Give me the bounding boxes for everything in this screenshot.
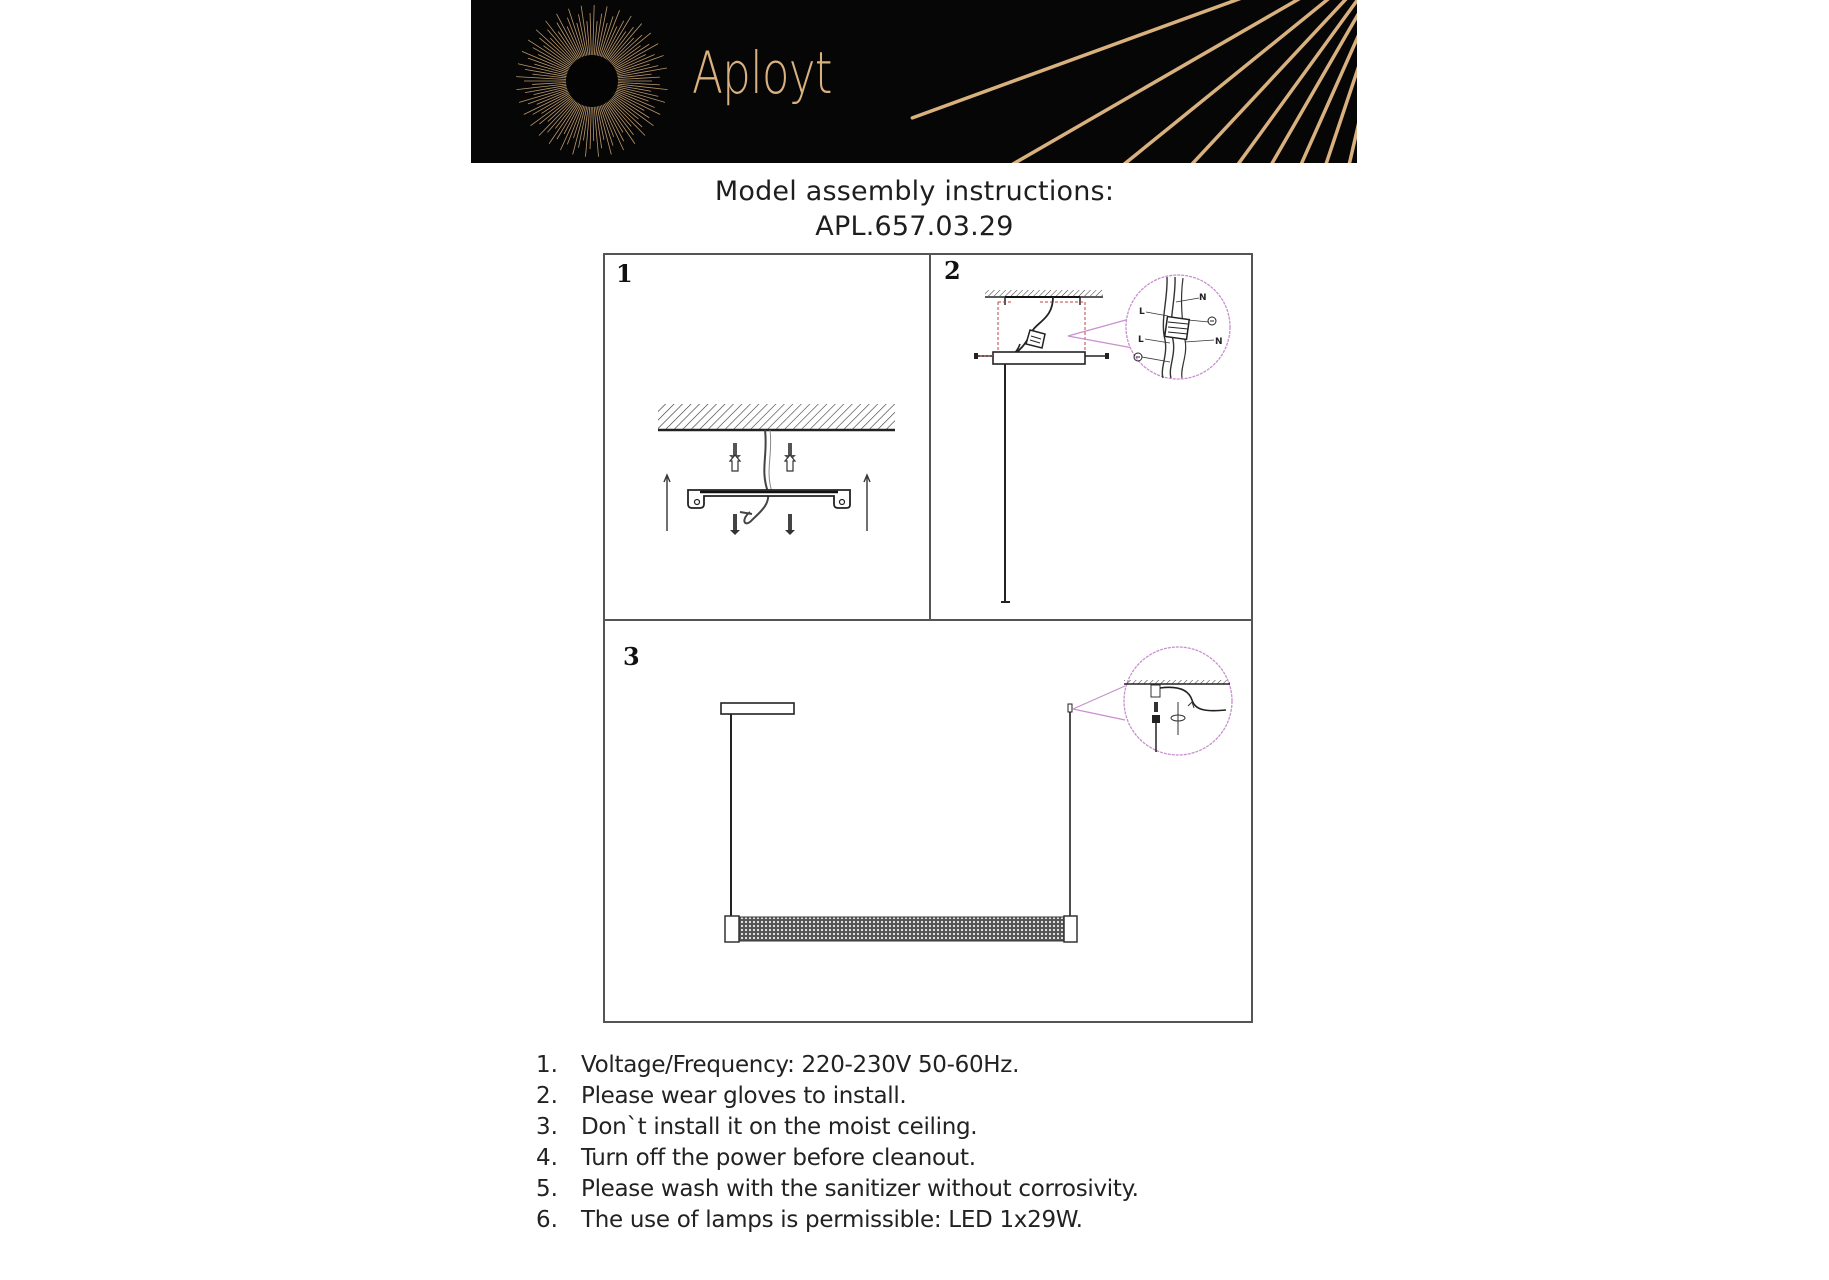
- screw-icon: [1085, 353, 1109, 359]
- direction-arrow-icon: [864, 475, 870, 531]
- note-text: Voltage/Frequency: 220-230V 50-60Hz.: [581, 1052, 1020, 1078]
- wall-anchor-icon: [729, 443, 741, 471]
- step-2-diagram: [974, 275, 1230, 602]
- note-number: 2.: [536, 1083, 558, 1109]
- note-number: 1.: [536, 1052, 558, 1078]
- note-text: Please wash with the sanitizer without corrosivity.: [581, 1176, 1139, 1202]
- ceiling-hatch: [985, 290, 1103, 296]
- ceiling-hatch: [658, 404, 895, 429]
- model-number: APL.657.03.29: [815, 211, 1014, 242]
- terminal-block: [1026, 330, 1045, 348]
- wire-label-n: N: [1199, 293, 1207, 303]
- note-number: 4.: [536, 1145, 558, 1171]
- note-number: 3.: [536, 1114, 558, 1140]
- note-text: Don`t install it on the moist ceiling.: [581, 1114, 978, 1140]
- step-2-number: 2: [944, 256, 961, 285]
- wiring-detail-magnifier: [1126, 275, 1230, 379]
- note-text: Turn off the power before cleanout.: [581, 1145, 976, 1171]
- led-lamp-bar: [725, 916, 1077, 942]
- wire-label-l: L: [1139, 307, 1145, 317]
- ceiling-detail-magnifier: [1124, 647, 1232, 755]
- screw-icon: [730, 514, 740, 535]
- power-cable: [740, 430, 768, 523]
- wire-label-l: L: [1138, 335, 1144, 345]
- step-1-diagram: [658, 404, 895, 535]
- canopy: [993, 352, 1085, 364]
- note-number: 5.: [536, 1176, 558, 1202]
- page-title: Model assembly instructions:: [714, 176, 1115, 207]
- note-text: Please wear gloves to install.: [581, 1083, 907, 1109]
- screw-icon: [974, 353, 993, 359]
- canopy: [721, 703, 794, 714]
- brand-name: Aployt: [692, 39, 832, 107]
- wire-label-n: N: [1215, 337, 1223, 347]
- screw-icon: [785, 514, 795, 535]
- mounting-bracket: [688, 490, 850, 508]
- ceiling-anchor: [1068, 704, 1072, 712]
- note-text: The use of lamps is permissible: LED 1x29W.: [581, 1207, 1083, 1233]
- note-number: 6.: [536, 1207, 558, 1233]
- step-1-number: 1: [616, 259, 633, 288]
- step-3-number: 3: [623, 642, 640, 671]
- step-3-diagram: [721, 647, 1232, 942]
- direction-arrow-icon: [664, 475, 670, 531]
- wall-anchor-icon: [784, 443, 796, 471]
